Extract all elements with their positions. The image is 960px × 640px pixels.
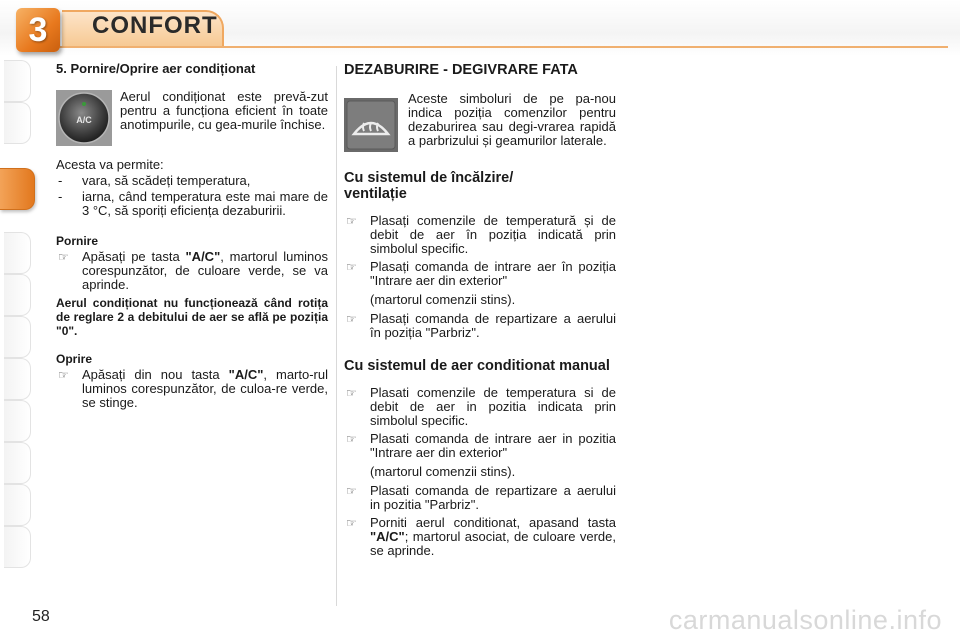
- ac-intro-block: [56, 90, 328, 148]
- heating-step-1: ☞ Plasați comenzile de temperatură și de debit de aer în poziția indicată prin simbolul specific.: [346, 213, 616, 256]
- pointer-icon: ☞: [346, 432, 357, 446]
- chapter-tab-strip: [0, 60, 34, 580]
- page-title: CONFORT: [92, 12, 218, 39]
- ac-key: "A/C": [228, 367, 264, 382]
- stop-instruction: ☞ Apăsați din nou tasta "A/C", marto-rul luminos corespunzător, de culoa-re verde, se stinge.: [58, 367, 329, 410]
- chapter-tab-8[interactable]: [4, 400, 31, 442]
- ac-intro-text: Aerul condiționat este prevă-zut pentru a funcționa eficient în toate anotimpurile, cu gea-murile închise.: [120, 89, 328, 132]
- header-rule: [58, 46, 948, 48]
- chapter-tab-1[interactable]: [4, 60, 31, 102]
- ac-button-icon: [56, 90, 112, 146]
- chapter-badge[interactable]: 3: [16, 8, 60, 52]
- pointer-icon: ☞: [346, 312, 357, 326]
- start-title: Pornire: [56, 234, 99, 248]
- dash-item-summer: - vara, să scădeți temperatura,: [58, 173, 251, 188]
- chapter-tab-6[interactable]: [4, 316, 31, 358]
- ac-allows-text: Acesta va permite:: [56, 157, 164, 172]
- pointer-icon: ☞: [346, 516, 357, 530]
- chapter-tab-10[interactable]: [4, 484, 31, 526]
- chapter-tab-9[interactable]: [4, 442, 31, 484]
- watermark: carmanualsonline.info: [668, 605, 942, 635]
- pointer-icon: ☞: [346, 214, 357, 228]
- chapter-tab-2[interactable]: [4, 102, 31, 144]
- chapter-tab-7[interactable]: [4, 358, 31, 400]
- defrost-intro-text: Aceste simboluri de pe pa-nou indica poziția comenzilor pentru dezaburirea sau degi-vrarea rapidă a parbrizului și geamurilor laterale.: [408, 91, 616, 148]
- manual-ac-title: Cu sistemul de aer conditionat manual: [344, 358, 610, 374]
- windscreen-defrost-icon: [344, 98, 398, 152]
- right-column: [344, 62, 616, 558]
- ac-button-label: A/C: [76, 115, 92, 125]
- pointer-icon: ☞: [346, 484, 357, 498]
- heating-step-3: ☞ Plasați comanda de repartizare a aerului în poziția "Parbriz".: [346, 311, 616, 340]
- chapter-tab-3-active[interactable]: [0, 168, 35, 210]
- left-column: [56, 62, 328, 410]
- column-divider: [336, 66, 337, 606]
- defrost-title: DEZABURIRE - DEGIVRARE FATA: [344, 62, 578, 78]
- chapter-tab-4[interactable]: [4, 232, 31, 274]
- stop-title: Oprire: [56, 352, 93, 366]
- manual-ac-step-2: ☞ Plasati comanda de intrare aer in pozitia "Intrare aer din exterior": [346, 431, 616, 460]
- pointer-icon: ☞: [58, 368, 69, 382]
- ac-warning: Aerul condiționat nu funcționează când rotița de reglare 2 a debitului de aer se află pe poziția "0".: [56, 296, 328, 338]
- ac-key: "A/C": [370, 529, 405, 544]
- pointer-icon: ☞: [58, 250, 69, 264]
- chapter-tab-5[interactable]: [4, 274, 31, 316]
- heating-step-2: ☞ Plasați comanda de intrare aer în poziția "Intrare aer din exterior": [346, 259, 616, 288]
- ac-key: "A/C": [185, 249, 221, 264]
- heating-title: Cu sistemul de încălzire/ ventilație: [344, 170, 514, 202]
- manual-ac-step-3: ☞ Plasati comanda de repartizare a aerului in pozitia "Parbriz".: [346, 483, 616, 512]
- ac-section-title: 5. Pornire/Oprire aer condiționat: [56, 61, 256, 76]
- start-instruction: ☞ Apăsați pe tasta "A/C", martorul luminos corespunzător, de culoare verde, se va aprinde.: [58, 249, 328, 292]
- heating-note: (martorul comenzii stins).: [370, 292, 516, 307]
- defrost-intro-block: [344, 92, 616, 150]
- manual-ac-step-4: ☞ Porniti aerul conditionat, apasand tasta "A/C"; martorul asociat, de culoare verde, se aprinde.: [346, 515, 616, 558]
- chapter-tab-11[interactable]: [4, 526, 31, 568]
- dash-item-winter: - iarna, când temperatura este mai mare de 3 °C, să sporiți eficiența dezaburirii.: [58, 189, 328, 218]
- manual-ac-step-1: ☞ Plasati comenzile de temperatura si de debit de aer in pozitia indicata prin simbolul specific.: [346, 385, 616, 428]
- pointer-icon: ☞: [346, 386, 357, 400]
- manual-ac-note: (martorul comenzii stins).: [370, 464, 516, 479]
- pointer-icon: ☞: [346, 260, 357, 274]
- page-number: 58: [32, 608, 50, 625]
